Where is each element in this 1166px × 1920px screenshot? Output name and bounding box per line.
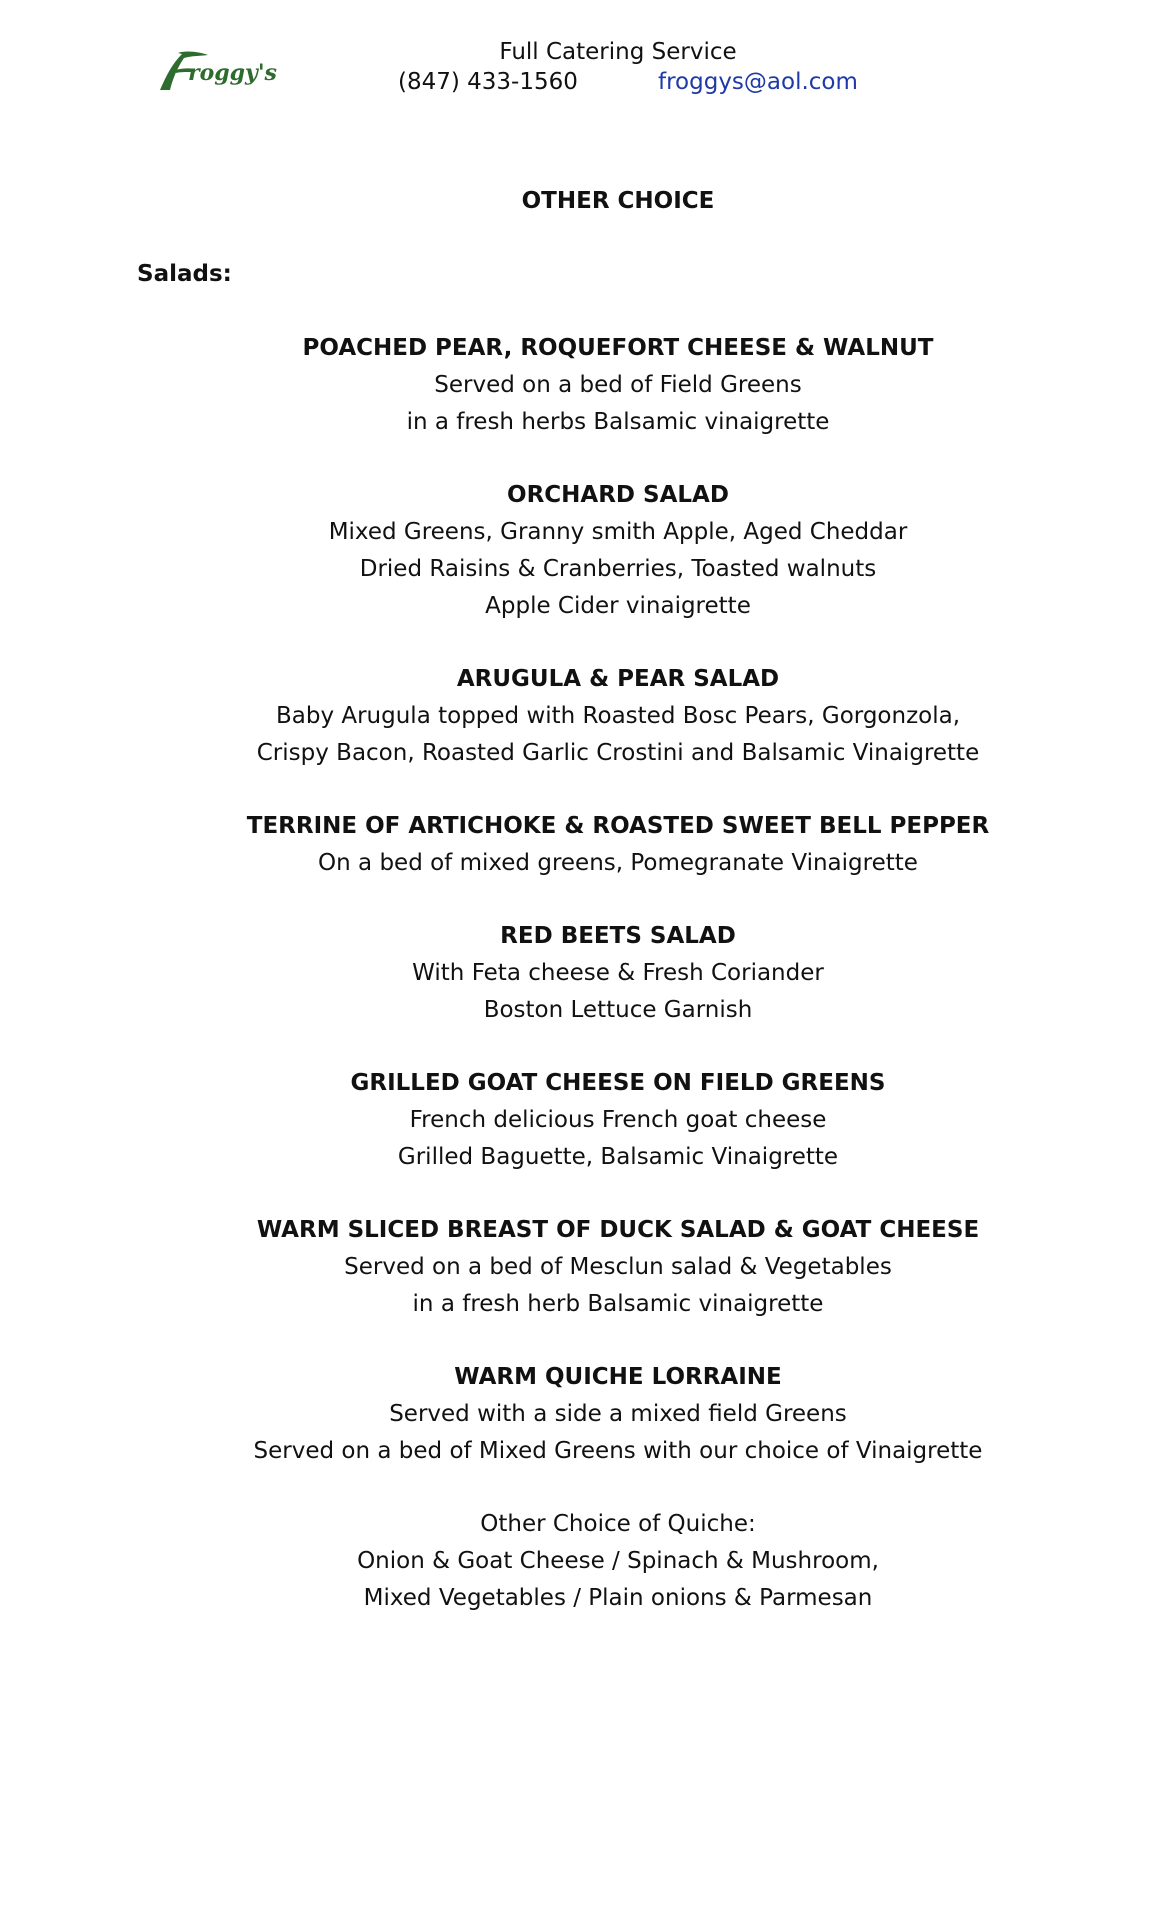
menu-item-description: Onion & Goat Cheese / Spinach & Mushroom, bbox=[357, 1548, 879, 1574]
menu-item-description: Grilled Baguette, Balsamic Vinaigrette bbox=[397, 1144, 839, 1170]
menu-item bbox=[0, 1212, 1166, 1323]
menu-item-description: Dried Raisins & Cranberries, Toasted walnuts bbox=[359, 556, 877, 582]
menu-item-name: RED BEETS SALAD bbox=[500, 923, 736, 949]
menu-item bbox=[0, 808, 1166, 882]
menu-item-name: TERRINE OF ARTICHOKE & ROASTED SWEET BELL PEPPER bbox=[246, 813, 990, 839]
menu-item bbox=[0, 477, 1166, 625]
menu-item-quiche-options bbox=[0, 1506, 1166, 1617]
menu-item-name: ARUGULA & PEAR SALAD bbox=[456, 666, 780, 692]
menu-item-description: Served on a bed of Mesclun salad & Vegetables bbox=[344, 1254, 892, 1280]
menu-item-name: WARM SLICED BREAST OF DUCK SALAD & GOAT CHEESE bbox=[256, 1217, 980, 1243]
menu-item-description: Other Choice of Quiche: bbox=[480, 1511, 756, 1537]
menu-item-description: Crispy Bacon, Roasted Garlic Crostini and Balsamic Vinaigrette bbox=[256, 740, 980, 766]
menu-item-name: POACHED PEAR, ROQUEFORT CHEESE & WALNUT bbox=[302, 335, 934, 361]
menu-item bbox=[0, 918, 1166, 1029]
menu-item-name: ORCHARD SALAD bbox=[507, 482, 729, 508]
menu-item-description: Served on a bed of Field Greens bbox=[434, 372, 802, 398]
menu-item-description: Baby Arugula topped with Roasted Bosc Pears, Gorgonzola, bbox=[275, 703, 961, 729]
menu-item-description: Served with a side a mixed field Greens bbox=[389, 1401, 847, 1427]
menu-item-name: WARM QUICHE LORRAINE bbox=[454, 1364, 782, 1390]
email-link[interactable]: froggys@aol.com bbox=[658, 69, 858, 95]
menu-item-description: On a bed of mixed greens, Pomegranate Vinaigrette bbox=[318, 850, 918, 876]
menu-list bbox=[0, 330, 1166, 1653]
menu-item bbox=[0, 661, 1166, 772]
menu-item-description: With Feta cheese & Fresh Coriander bbox=[412, 960, 824, 986]
menu-item-description: in a fresh herb Balsamic vinaigrette bbox=[412, 1291, 824, 1317]
menu-item-description: Served on a bed of Mixed Greens with our choice of Vinaigrette bbox=[253, 1438, 983, 1464]
header-title: Full Catering Service bbox=[499, 39, 737, 65]
menu-item-description: Apple Cider vinaigrette bbox=[485, 593, 751, 619]
menu-item-description: Mixed Greens, Granny smith Apple, Aged Cheddar bbox=[328, 519, 908, 545]
menu-item-description: in a fresh herbs Balsamic vinaigrette bbox=[406, 409, 830, 435]
page-title: OTHER CHOICE bbox=[521, 188, 715, 214]
menu-item bbox=[0, 1359, 1166, 1470]
menu-item-name: GRILLED GOAT CHEESE ON FIELD GREENS bbox=[350, 1070, 886, 1096]
section-label-salads: Salads: bbox=[137, 261, 232, 287]
phone-number: (847) 433-1560 bbox=[398, 69, 578, 95]
menu-item bbox=[0, 330, 1166, 441]
menu-item-description: Boston Lettuce Garnish bbox=[483, 997, 753, 1023]
menu-item-description: French delicious French goat cheese bbox=[409, 1107, 827, 1133]
svg-text:roggy's: roggy's bbox=[188, 60, 277, 86]
menu-item bbox=[0, 1065, 1166, 1176]
menu-item-description: Mixed Vegetables / Plain onions & Parmesan bbox=[363, 1585, 873, 1611]
